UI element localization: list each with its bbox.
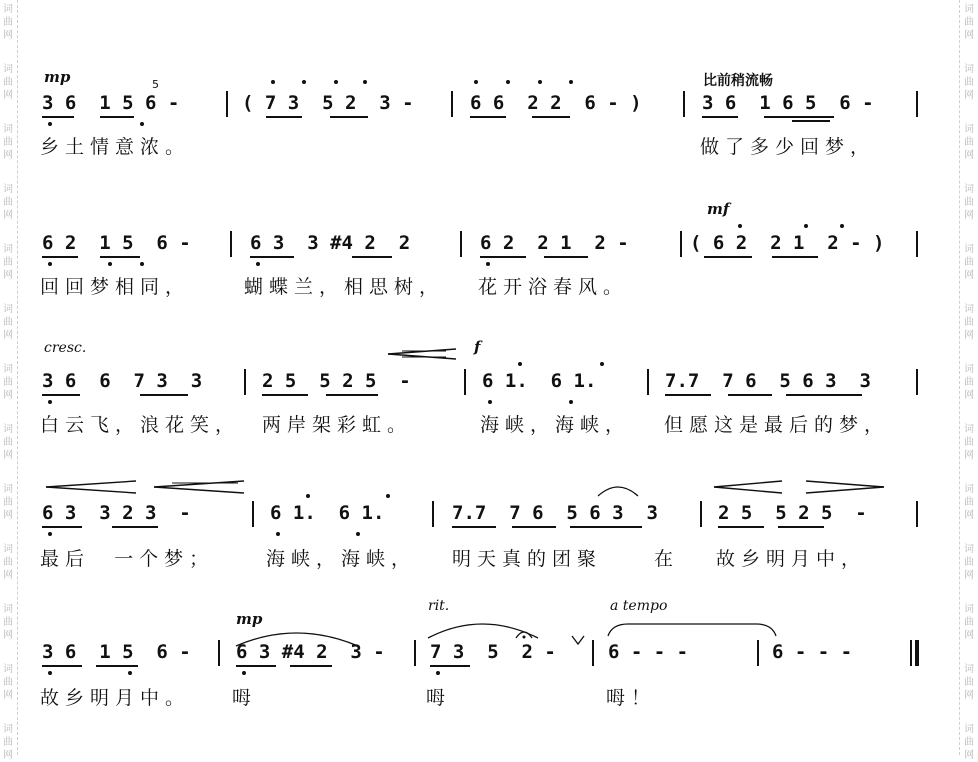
lyrics: 乡土情意浓。 [40, 136, 191, 158]
watermark-char: 词 [964, 544, 974, 555]
watermark-char: 词 [3, 304, 13, 315]
notation-segment: 6 6 2 2 6 - ) [470, 92, 642, 114]
notation-segment: 6 2 1 5 6 - [42, 232, 191, 254]
octave-dot [386, 494, 390, 498]
beam [330, 116, 368, 118]
dynamic-mp: mp [44, 68, 71, 86]
octave-dot [140, 262, 144, 266]
watermark-char: 词 [964, 664, 974, 675]
dynamic-mp: mp [236, 610, 263, 628]
beam [452, 526, 496, 528]
watermark-char: 曲 [964, 617, 974, 628]
notation-segment: 6 3 3 2 3 - [42, 502, 191, 524]
watermark-char: 曲 [964, 317, 974, 328]
octave-dot [506, 80, 510, 84]
watermark-char: 词 [3, 544, 13, 555]
watermark-char: 曲 [3, 257, 13, 268]
watermark-char: 词 [3, 244, 13, 255]
lyrics: 故乡明月中， [716, 548, 867, 570]
watermark-char: 曲 [3, 557, 13, 568]
beam [42, 526, 82, 528]
octave-dot [569, 80, 573, 84]
notation-segment: ( 7 3 5 2 3 - [242, 92, 414, 114]
watermark-char: 网 [3, 390, 13, 401]
watermark-char: 曲 [3, 437, 13, 448]
watermark-char: 网 [964, 30, 974, 41]
octave-dot [256, 262, 260, 266]
watermark-char: 曲 [964, 737, 974, 748]
octave-dot [486, 262, 490, 266]
watermark-char: 词 [3, 64, 13, 75]
octave-dot [840, 224, 844, 228]
watermark-char: 网 [3, 450, 13, 461]
watermark-char: 词 [3, 364, 13, 375]
beam [702, 116, 738, 118]
beam [772, 256, 818, 258]
beam [42, 116, 74, 118]
beam [262, 394, 308, 396]
bar-line [647, 369, 649, 395]
beam [728, 394, 772, 396]
tie [604, 618, 780, 638]
watermark-char: 词 [3, 724, 13, 735]
watermark-char: 词 [964, 304, 974, 315]
lyrics: 但愿这是最后的梦， [664, 414, 890, 436]
watermark-char: 曲 [3, 737, 13, 748]
beam [112, 526, 158, 528]
tempo-marking-rit: rit. [428, 598, 450, 614]
bar-line [230, 231, 232, 257]
watermark-char: 网 [964, 630, 974, 641]
tempo-marking-a-tempo: a tempo [610, 598, 668, 614]
right-margin-line [959, 0, 960, 755]
watermark-char: 网 [3, 510, 13, 521]
watermark-char: 网 [964, 270, 974, 281]
octave-dot [538, 80, 542, 84]
lyrics: 明天真的团聚 [452, 548, 603, 570]
watermark-char: 曲 [3, 497, 13, 508]
watermark-char: 词 [3, 604, 13, 615]
crescendo-hairpin [386, 348, 462, 362]
tempo-marking-cresc: cresc. [44, 340, 87, 356]
watermark-char: 曲 [964, 17, 974, 28]
octave-dot [474, 80, 478, 84]
notation-segment: 7.7 7 6 5 6 3 3 [452, 502, 658, 524]
beam [140, 394, 188, 396]
beam [352, 256, 392, 258]
notation-segment: 6 3 3 #4 2 2 [250, 232, 411, 254]
crescendo-hairpin [44, 480, 140, 494]
watermark-char: 曲 [964, 437, 974, 448]
watermark-char: 曲 [3, 377, 13, 388]
watermark-char: 词 [964, 244, 974, 255]
final-bar-line-thick [915, 640, 919, 666]
notation-segment: 6 1. 6 1. [482, 370, 597, 392]
watermark-char: 网 [964, 150, 974, 161]
watermark-char: 词 [3, 664, 13, 675]
octave-dot [600, 362, 604, 366]
lyrics: 最后 一个梦； [40, 548, 215, 570]
beam [480, 256, 526, 258]
watermark-char: 词 [964, 724, 974, 735]
bar-line [244, 369, 246, 395]
beam [704, 256, 752, 258]
bar-line [916, 369, 918, 395]
notation-segment: ( 6 2 2 1 2 - ) [690, 232, 885, 254]
grace-note: 5 [152, 78, 159, 91]
beam [236, 665, 276, 667]
notation-segment: 7.7 7 6 5 6 3 3 [665, 370, 871, 392]
bar-line [757, 640, 759, 666]
notation-segment: 3 6 6 7 3 3 [42, 370, 203, 392]
watermark-char: 曲 [964, 77, 974, 88]
watermark-char: 网 [3, 750, 13, 761]
watermark-char: 词 [964, 484, 974, 495]
octave-dot [363, 80, 367, 84]
beam [96, 665, 138, 667]
beam [570, 526, 642, 528]
beam [266, 116, 302, 118]
watermark-char: 词 [3, 184, 13, 195]
beam [250, 256, 294, 258]
watermark-char: 曲 [3, 617, 13, 628]
watermark-char: 网 [3, 330, 13, 341]
octave-dot [48, 400, 52, 404]
lyrics: 呣 [426, 687, 452, 709]
notation-segment: 6 - - - [608, 641, 689, 663]
watermark-char: 曲 [3, 677, 13, 688]
lyrics: 花开浴春风。 [478, 276, 629, 298]
watermark-char: 词 [964, 124, 974, 135]
beam [42, 394, 80, 396]
watermark-char: 曲 [964, 377, 974, 388]
lyrics: 故乡明月中。 [40, 687, 191, 709]
notation-segment: 2 5 5 2 5 - [262, 370, 411, 392]
octave-dot [804, 224, 808, 228]
watermark-char: 曲 [3, 137, 13, 148]
watermark-char: 词 [3, 424, 13, 435]
watermark-char: 曲 [3, 77, 13, 88]
watermark-char: 网 [3, 210, 13, 221]
bar-line [460, 231, 462, 257]
notation-segment: 7 3 5 2 - [430, 641, 556, 663]
octave-dot [271, 80, 275, 84]
breath-mark [570, 634, 586, 646]
watermark-char: 网 [3, 150, 13, 161]
watermark-char: 词 [964, 364, 974, 375]
watermark-char: 曲 [964, 257, 974, 268]
watermark-char: 词 [964, 184, 974, 195]
octave-dot [140, 122, 144, 126]
beam [665, 394, 711, 396]
octave-dot [128, 671, 132, 675]
beam [718, 526, 764, 528]
bar-line [592, 640, 594, 666]
decrescendo-hairpin [152, 480, 248, 494]
decrescendo-hairpin [804, 480, 890, 494]
beam [430, 665, 470, 667]
watermark-char: 曲 [964, 197, 974, 208]
beam [778, 526, 824, 528]
bar-line [680, 231, 682, 257]
watermark-char: 曲 [3, 317, 13, 328]
watermark-char: 网 [964, 750, 974, 761]
tempo-instruction: 比前稍流畅 [703, 73, 773, 89]
fermata [514, 628, 534, 640]
watermark-char: 网 [3, 30, 13, 41]
watermark-char: 网 [964, 510, 974, 521]
watermark-char: 曲 [964, 497, 974, 508]
notation-segment: 2 5 5 2 5 - [718, 502, 867, 524]
beam [792, 120, 830, 122]
watermark-char: 网 [3, 570, 13, 581]
notation-segment: 3 6 1 5 6 - [42, 641, 191, 663]
lyrics: 白云飞，浪花笑， [40, 414, 241, 436]
watermark-char: 网 [964, 210, 974, 221]
octave-dot [48, 532, 52, 536]
octave-dot [738, 224, 742, 228]
watermark-char: 曲 [3, 17, 13, 28]
octave-dot [488, 400, 492, 404]
bar-line [451, 91, 453, 117]
bar-line [916, 91, 918, 117]
beam [42, 665, 82, 667]
notation-segment: 6 3 #4 2 3 - [236, 641, 385, 663]
octave-dot [48, 262, 52, 266]
slur [596, 482, 642, 498]
bar-line [414, 640, 416, 666]
lyrics: 海峡，海峡， [266, 548, 417, 570]
beam [544, 256, 588, 258]
beam [512, 526, 556, 528]
watermark-char: 网 [964, 90, 974, 101]
bar-line [252, 501, 254, 527]
watermark-char: 词 [3, 4, 13, 15]
octave-dot [569, 400, 573, 404]
watermark-char: 网 [3, 690, 13, 701]
notation-segment: 6 1. 6 1. [270, 502, 385, 524]
watermark-char: 词 [964, 424, 974, 435]
octave-dot [356, 532, 360, 536]
octave-dot [334, 80, 338, 84]
lyrics: 呣！ [606, 687, 657, 709]
bar-line [916, 231, 918, 257]
lyrics: 做了多少回梦， [700, 136, 876, 158]
watermark-char: 词 [964, 4, 974, 15]
watermark-char: 曲 [964, 137, 974, 148]
lyrics: 两岸架彩虹。 [262, 414, 413, 436]
lyrics: 蝴蝶兰，相思树， [244, 276, 445, 298]
bar-line [916, 501, 918, 527]
octave-dot [108, 262, 112, 266]
lyrics: 海峡，海峡， [480, 414, 631, 436]
notation-segment: 6 2 2 1 2 - [480, 232, 629, 254]
watermark-char: 网 [964, 450, 974, 461]
octave-dot [48, 122, 52, 126]
dynamic-f: f [474, 338, 481, 356]
beam [786, 394, 862, 396]
watermark-char: 曲 [964, 557, 974, 568]
notation-segment: 3 6 1 6 5 6 - [702, 92, 874, 114]
watermark-char: 网 [3, 90, 13, 101]
beam [100, 116, 134, 118]
crescendo-hairpin [712, 480, 788, 494]
notation-segment: 3 6 1 5 6 - [42, 92, 180, 114]
watermark-char: 词 [3, 124, 13, 135]
dynamic-mf: mf [707, 200, 730, 218]
beam [532, 116, 570, 118]
watermark-char: 词 [964, 604, 974, 615]
beam [326, 394, 378, 396]
watermark-char: 曲 [964, 677, 974, 688]
lyrics: 回回梦相同， [40, 276, 191, 298]
lyrics: 在 [654, 548, 680, 570]
watermark-char: 网 [964, 570, 974, 581]
watermark-char: 词 [964, 64, 974, 75]
octave-dot [518, 362, 522, 366]
watermark-char: 网 [3, 270, 13, 281]
octave-dot [302, 80, 306, 84]
watermark-char: 网 [3, 630, 13, 641]
watermark-char: 曲 [3, 197, 13, 208]
left-margin-line [17, 0, 18, 755]
beam [470, 116, 506, 118]
watermark-char: 网 [964, 330, 974, 341]
octave-dot [276, 532, 280, 536]
bar-line [683, 91, 685, 117]
bar-line [700, 501, 702, 527]
final-bar-line-thin [910, 640, 912, 666]
beam [290, 665, 332, 667]
bar-line [464, 369, 466, 395]
beam [764, 116, 834, 118]
bar-line [226, 91, 228, 117]
octave-dot [48, 671, 52, 675]
octave-dot [436, 671, 440, 675]
lyrics: 呣 [232, 687, 258, 709]
watermark-char: 网 [964, 690, 974, 701]
octave-dot [306, 494, 310, 498]
octave-dot [242, 671, 246, 675]
beam [42, 256, 78, 258]
watermark-char: 网 [964, 390, 974, 401]
bar-line [432, 501, 434, 527]
bar-line [218, 640, 220, 666]
beam [100, 256, 140, 258]
watermark-char: 词 [3, 484, 13, 495]
notation-segment: 6 - - - [772, 641, 853, 663]
